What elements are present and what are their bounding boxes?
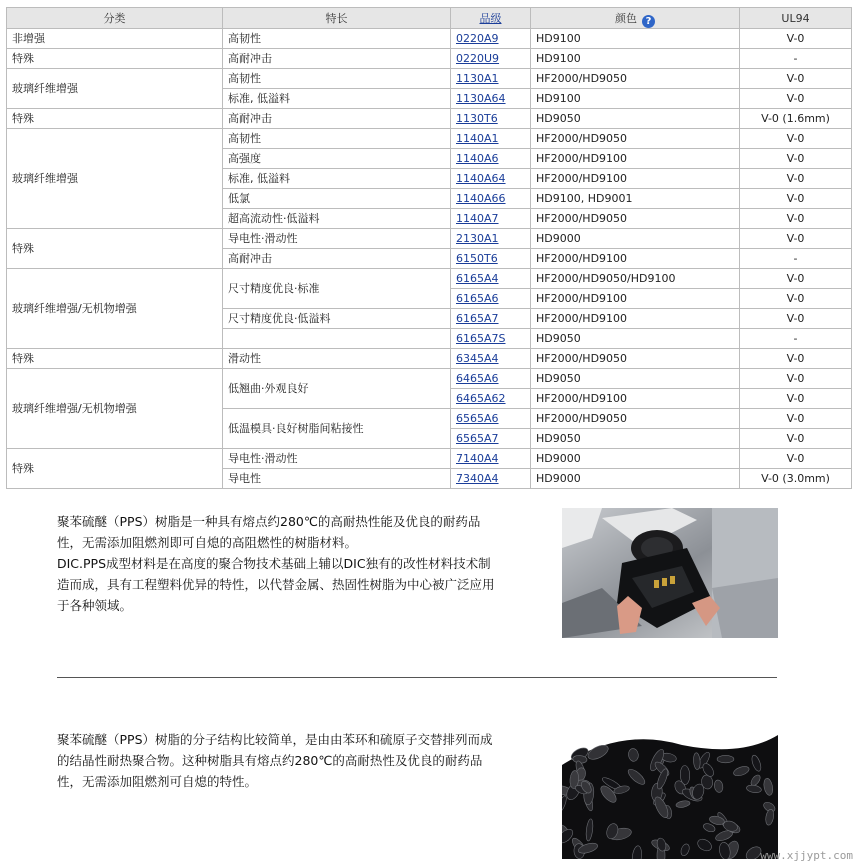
grade-link[interactable]: 2130A1 xyxy=(456,232,499,245)
feature-cell: 标准, 低溢料 xyxy=(223,89,451,109)
grade-link[interactable]: 6165A7 xyxy=(456,312,499,325)
table-header-row xyxy=(7,8,852,29)
ul94-cell: V-0 xyxy=(740,269,852,289)
category-cell: 特殊 xyxy=(7,349,223,369)
grade-link[interactable]: 1130A1 xyxy=(456,72,499,85)
grade-cell xyxy=(451,469,531,489)
color-cell: HF2000/HD9050 xyxy=(531,409,740,429)
grade-link[interactable]: 1140A6 xyxy=(456,152,499,165)
header-grade[interactable] xyxy=(451,8,531,29)
feature-cell: 高韧性 xyxy=(223,129,451,149)
color-cell: HF2000/HD9100 xyxy=(531,249,740,269)
grade-link[interactable]: 7140A4 xyxy=(456,452,499,465)
grade-cell xyxy=(451,229,531,249)
grade-link[interactable]: 6465A62 xyxy=(456,392,506,405)
paragraph-line: 聚苯硫醚（PPS）树脂是一种具有熔点约280℃的高耐热性能及优良的耐药品 xyxy=(57,514,481,529)
ul94-cell: V-0 xyxy=(740,129,852,149)
table-row xyxy=(7,229,852,249)
category-cell: 非增强 xyxy=(7,29,223,49)
feature-cell: 低氯 xyxy=(223,189,451,209)
pellet-shape xyxy=(717,755,734,762)
grade-cell xyxy=(451,149,531,169)
structure-paragraph xyxy=(57,729,557,792)
header-color xyxy=(531,8,740,29)
grade-cell xyxy=(451,29,531,49)
table-row xyxy=(7,29,852,49)
pellets-photo xyxy=(562,727,778,859)
color-cell: HF2000/HD9050 xyxy=(531,209,740,229)
grade-cell xyxy=(451,389,531,409)
help-icon[interactable]: ? xyxy=(642,15,655,28)
feature-cell: 高耐冲击 xyxy=(223,249,451,269)
color-cell: HF2000/HD9050 xyxy=(531,349,740,369)
color-cell: HD9100 xyxy=(531,29,740,49)
grade-cell xyxy=(451,189,531,209)
category-cell: 特殊 xyxy=(7,109,223,129)
grade-link[interactable]: 6165A4 xyxy=(456,272,499,285)
color-cell: HD9050 xyxy=(531,109,740,129)
grade-cell xyxy=(451,289,531,309)
header-category: 分类 xyxy=(7,8,223,29)
color-cell: HD9100, HD9001 xyxy=(531,189,740,209)
grade-link[interactable]: 1130T6 xyxy=(456,112,498,125)
color-cell: HF2000/HD9100 xyxy=(531,289,740,309)
category-cell: 玻璃纤维增强 xyxy=(7,69,223,109)
grade-link[interactable]: 6565A7 xyxy=(456,432,499,445)
color-cell: HD9050 xyxy=(531,329,740,349)
feature-cell: 导电性 xyxy=(223,469,451,489)
ul94-cell: V-0 xyxy=(740,429,852,449)
grade-link[interactable]: 6165A6 xyxy=(456,292,499,305)
ul94-cell: - xyxy=(740,49,852,69)
feature-cell xyxy=(223,329,451,349)
grade-cell xyxy=(451,69,531,89)
grade-link[interactable]: 6345A4 xyxy=(456,352,499,365)
feature-cell: 高耐冲击 xyxy=(223,109,451,129)
feature-cell: 高韧性 xyxy=(223,29,451,49)
color-cell: HD9050 xyxy=(531,369,740,389)
grade-link[interactable]: 6150T6 xyxy=(456,252,498,265)
paragraph-line: 造而成，具有工程塑料优异的特性，以代替金属、热固性树脂为中心被广泛应用 xyxy=(57,577,495,592)
color-cell: HD9000 xyxy=(531,229,740,249)
feature-cell: 尺寸精度优良·标准 xyxy=(223,269,451,309)
ul94-cell: V-0 xyxy=(740,289,852,309)
color-cell: HF2000/HD9100 xyxy=(531,149,740,169)
header-color-label: 颜色 xyxy=(615,11,637,25)
table-body xyxy=(7,29,852,489)
grade-link[interactable]: 0220A9 xyxy=(456,32,499,45)
table-row xyxy=(7,269,852,289)
color-cell: HD9050 xyxy=(531,429,740,449)
grade-link[interactable]: 6565A6 xyxy=(456,412,499,425)
ul94-cell: V-0 xyxy=(740,69,852,89)
color-cell: HD9100 xyxy=(531,49,740,69)
ul94-cell: V-0 xyxy=(740,209,852,229)
category-cell: 特殊 xyxy=(7,229,223,269)
category-cell: 玻璃纤维增强 xyxy=(7,129,223,229)
grade-cell xyxy=(451,209,531,229)
paragraph-line: DIC.PPS成型材料是在高度的聚合物技术基础上辅以DIC独有的改性材料技术制 xyxy=(57,556,491,571)
table-row xyxy=(7,129,852,149)
table-row xyxy=(7,349,852,369)
grade-link[interactable]: 7340A4 xyxy=(456,472,499,485)
grade-cell xyxy=(451,249,531,269)
ul94-cell: - xyxy=(740,329,852,349)
color-cell: HF2000/HD9100 xyxy=(531,309,740,329)
resin-pellets-image xyxy=(562,727,778,859)
feature-cell: 高韧性 xyxy=(223,69,451,89)
grade-link[interactable]: 1130A64 xyxy=(456,92,506,105)
grade-link[interactable]: 6465A6 xyxy=(456,372,499,385)
grade-cell xyxy=(451,269,531,289)
color-cell: HD9000 xyxy=(531,469,740,489)
color-cell: HF2000/HD9050/HD9100 xyxy=(531,269,740,289)
ul94-cell: V-0 xyxy=(740,349,852,369)
feature-cell: 高耐冲击 xyxy=(223,49,451,69)
grade-cell xyxy=(451,369,531,389)
table-row xyxy=(7,369,852,389)
category-cell: 玻璃纤维增强/无机物增强 xyxy=(7,369,223,449)
paragraph-line: 的结晶性耐热聚合物。这种树脂具有熔点约280℃的高耐热性及优良的耐药品 xyxy=(57,753,483,768)
ul94-cell: V-0 xyxy=(740,229,852,249)
feature-cell: 高强度 xyxy=(223,149,451,169)
feature-cell: 低翘曲·外观良好 xyxy=(223,369,451,409)
ul94-cell: V-0 xyxy=(740,389,852,409)
grade-link[interactable]: 0220U9 xyxy=(456,52,500,65)
grade-cell xyxy=(451,169,531,189)
color-cell: HF2000/HD9100 xyxy=(531,389,740,409)
feature-cell: 导电性·滑动性 xyxy=(223,229,451,249)
feature-cell: 导电性·滑动性 xyxy=(223,449,451,469)
table-row xyxy=(7,449,852,469)
grade-link[interactable]: 1140A1 xyxy=(456,132,499,145)
paragraph-line: 聚苯硫醚（PPS）树脂的分子结构比较简单，是由由苯环和硫原子交替排列而成 xyxy=(57,732,493,747)
ul94-cell: V-0 xyxy=(740,189,852,209)
grade-link[interactable]: 6165A7S xyxy=(456,332,506,345)
engine-part-photo xyxy=(562,508,778,638)
ul94-cell: V-0 (1.6mm) xyxy=(740,109,852,129)
feature-cell: 标准, 低溢料 xyxy=(223,169,451,189)
color-cell: HF2000/HD9050 xyxy=(531,69,740,89)
product-grade-table xyxy=(6,7,852,489)
color-cell: HF2000/HD9050 xyxy=(531,129,740,149)
ul94-cell: V-0 (3.0mm) xyxy=(740,469,852,489)
grade-sort-link[interactable]: 品级 xyxy=(479,11,502,25)
feature-cell: 低温模具·良好树脂间粘接性 xyxy=(223,409,451,449)
feature-cell: 滑动性 xyxy=(223,349,451,369)
engine-part-image xyxy=(562,508,778,638)
color-cell: HD9100 xyxy=(531,89,740,109)
table-row xyxy=(7,69,852,89)
category-cell: 特殊 xyxy=(7,49,223,69)
paragraph-line: 于各种领域。 xyxy=(57,598,133,613)
color-cell: HF2000/HD9100 xyxy=(531,169,740,189)
grade-cell xyxy=(451,329,531,349)
ul94-cell: V-0 xyxy=(740,89,852,109)
ul94-cell: V-0 xyxy=(740,369,852,389)
header-feature: 特长 xyxy=(223,8,451,29)
header-ul94: UL94 xyxy=(740,8,852,29)
grade-cell xyxy=(451,89,531,109)
ul94-cell: V-0 xyxy=(740,169,852,189)
section-divider xyxy=(57,677,777,678)
grade-cell xyxy=(451,129,531,149)
grade-cell xyxy=(451,109,531,129)
feature-cell: 超高流动性·低溢料 xyxy=(223,209,451,229)
feature-cell: 尺寸精度优良·低溢料 xyxy=(223,309,451,329)
paragraph-line: 性，无需添加阻燃剂可自熄的特性。 xyxy=(57,774,258,789)
ul94-cell: V-0 xyxy=(740,309,852,329)
grade-link[interactable]: 1140A7 xyxy=(456,212,499,225)
table-row xyxy=(7,49,852,69)
grade-cell xyxy=(451,349,531,369)
grade-link[interactable]: 1140A64 xyxy=(456,172,506,185)
grade-cell xyxy=(451,409,531,429)
grade-cell xyxy=(451,449,531,469)
color-cell: HD9000 xyxy=(531,449,740,469)
grade-cell xyxy=(451,309,531,329)
paragraph-line: 性，无需添加阻燃剂即可自熄的高阻燃性的树脂材料。 xyxy=(57,535,358,550)
ul94-cell: - xyxy=(740,249,852,269)
ul94-cell: V-0 xyxy=(740,409,852,429)
ul94-cell: V-0 xyxy=(740,29,852,49)
category-cell: 玻璃纤维增强/无机物增强 xyxy=(7,269,223,349)
table-row xyxy=(7,109,852,129)
intro-paragraph xyxy=(57,511,557,616)
site-watermark: www.xjjypt.com xyxy=(760,849,853,862)
grade-cell xyxy=(451,49,531,69)
ul94-cell: V-0 xyxy=(740,449,852,469)
ul94-cell: V-0 xyxy=(740,149,852,169)
category-cell: 特殊 xyxy=(7,449,223,489)
grade-link[interactable]: 1140A66 xyxy=(456,192,506,205)
grade-cell xyxy=(451,429,531,449)
